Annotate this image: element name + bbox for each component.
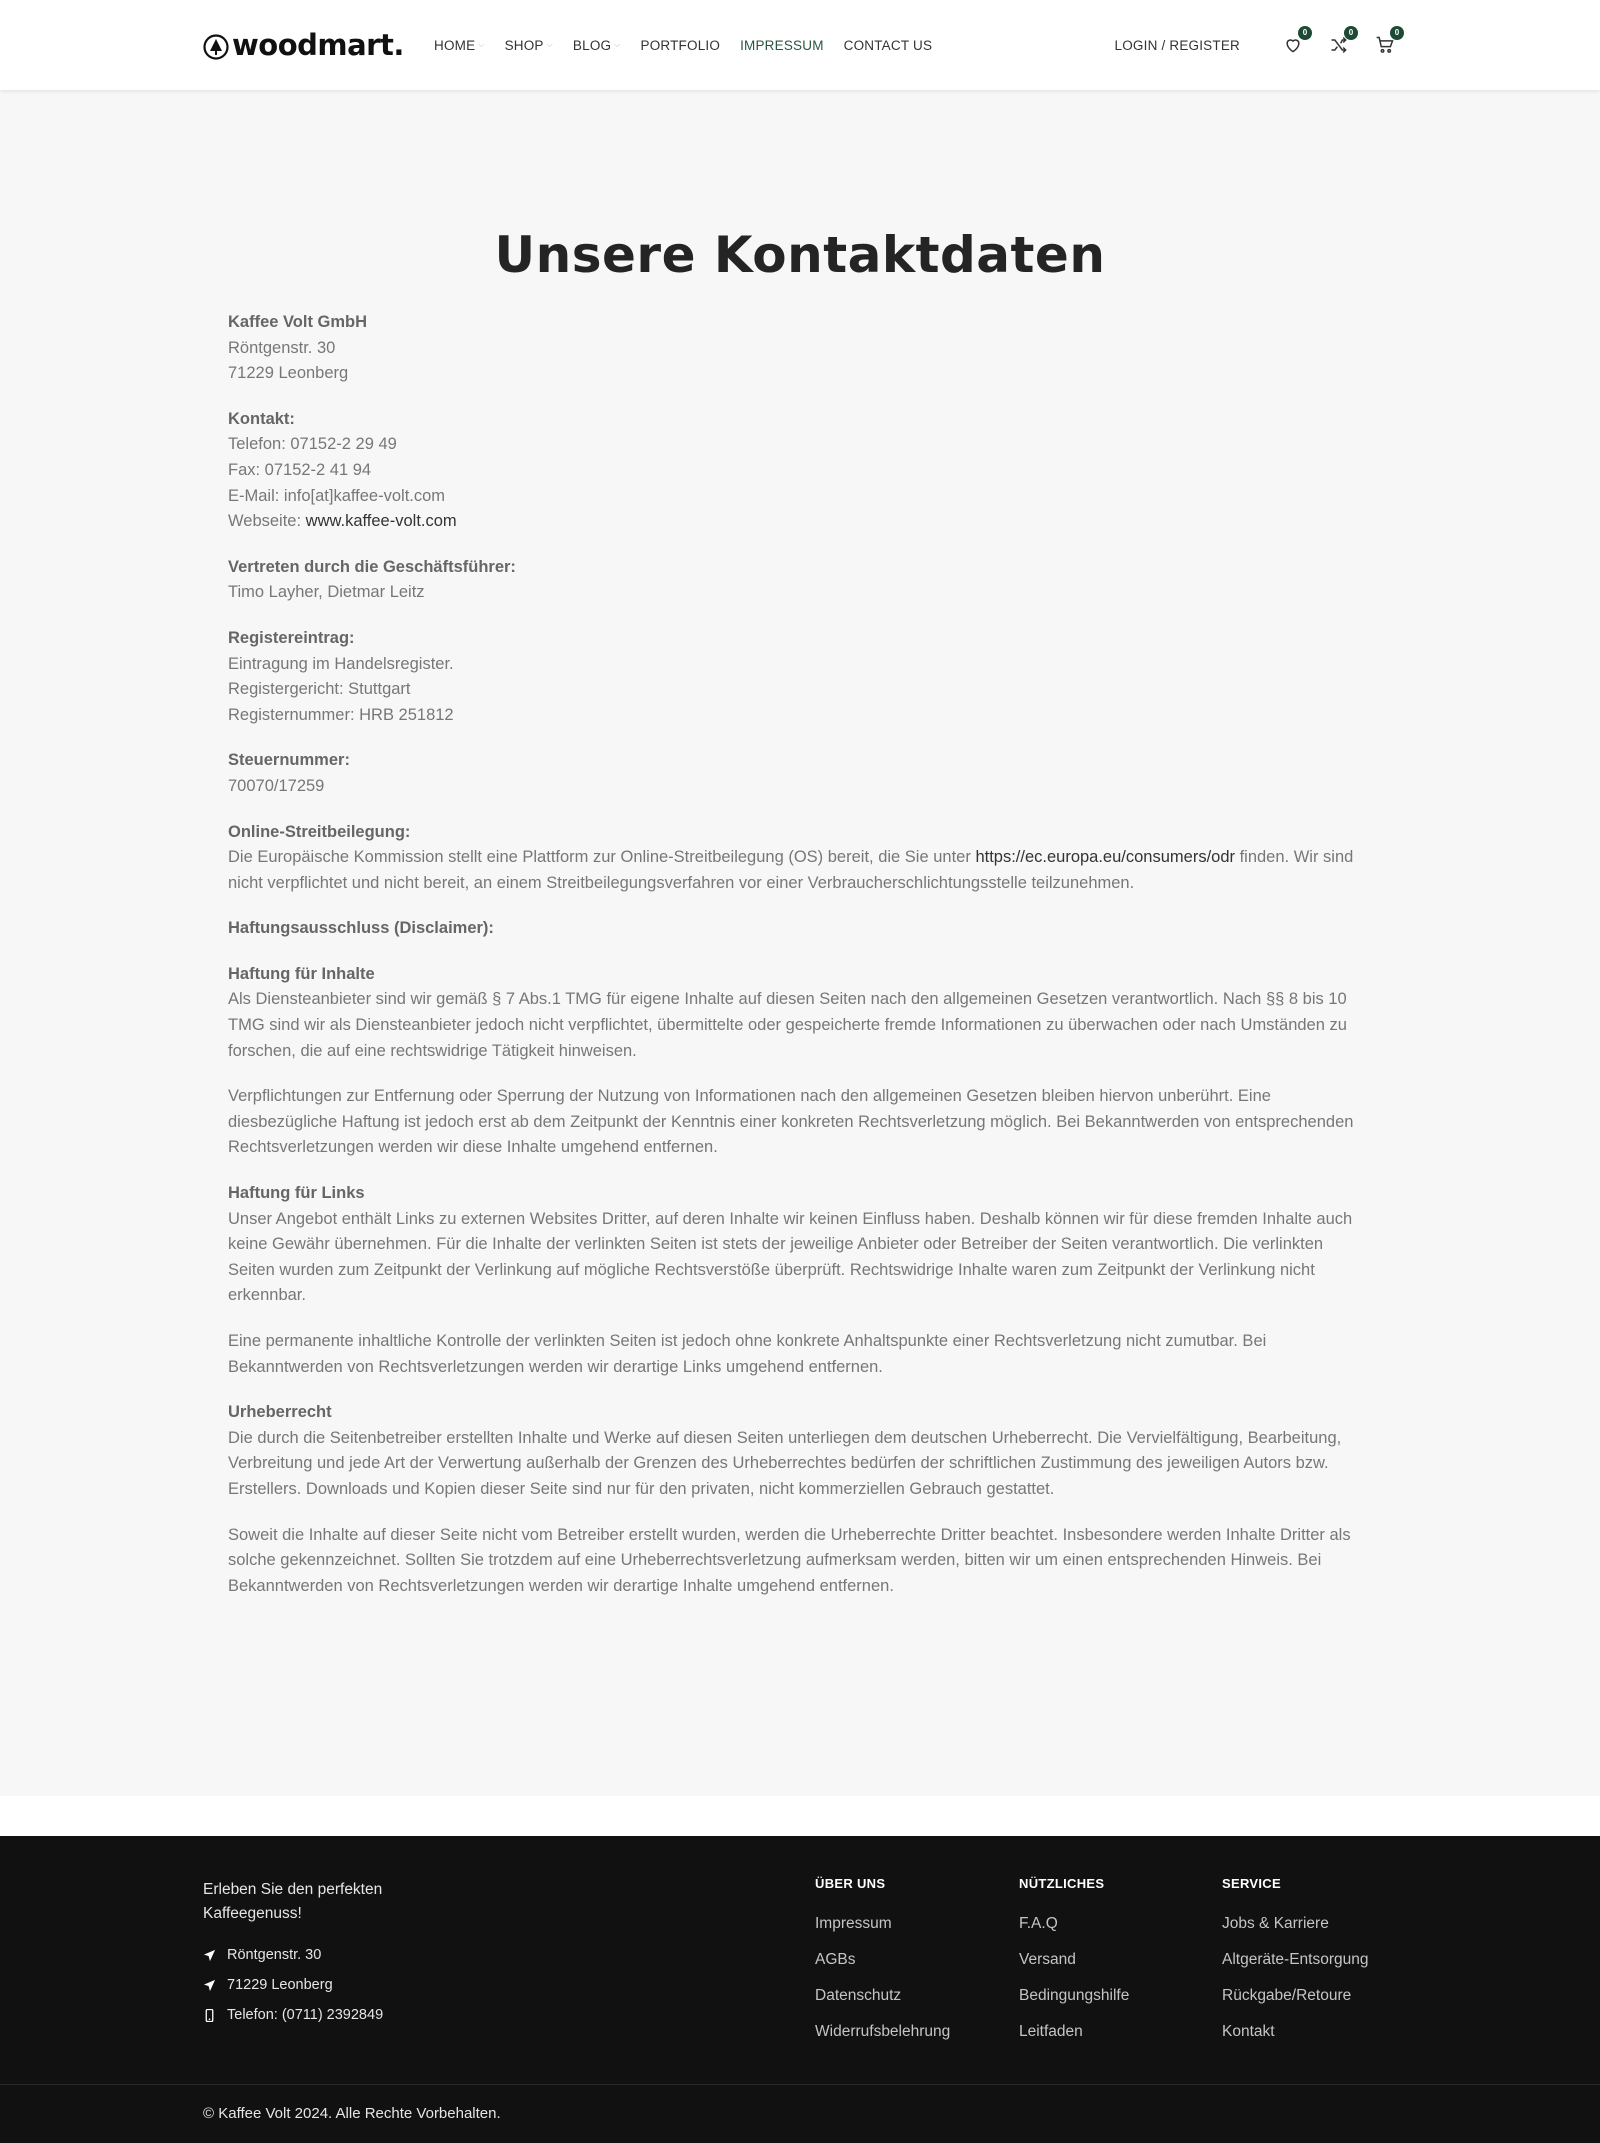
link-liability-text-1: Unser Angebot enthält Links zu externen Websites Dritter, auf deren Inhalte wir keinen Einfluss haben. Deshalb können wir für diese fremden Inhalte auch keine Gewähr übernehmen. Für die Inhalte der verlinkten Seiten ist stets der jeweilige Anbieter oder Betreiber der Seiten verantwortlich. Die verlinkten Seiten wurden zum Zeitpunkt der Verlinkung auf mögliche Rechtsverstöße überprüft. Rechtswidrige Inhalte waren zum Zeitpunkt der Verlinkung nicht erkennbar.	[228, 1209, 1353, 1305]
cart-button[interactable]	[1372, 28, 1400, 58]
imprint-content	[228, 310, 1374, 1619]
footer-column-heading: NÜTZLICHES	[1019, 1876, 1105, 1891]
disclaimer-heading: Haftungsausschluss (Disclaimer):	[228, 919, 494, 938]
footer-link-altgeraete-entsorgung[interactable]: Altgeräte-Entsorgung	[1222, 1951, 1369, 1968]
login-register-link[interactable]: LOGIN / REGISTER	[1114, 37, 1240, 53]
register-heading: Registereintrag:	[228, 628, 355, 647]
odr-heading: Online-Streitbeilegung:	[228, 822, 411, 841]
tree-logo-icon	[203, 34, 229, 60]
copyright-text-1: Die durch die Seitenbetreiber erstellten Inhalte und Werke auf diesen Seiten unterliegen dem deutschen Urheberrecht. Die Vervielfältigung, Bearbeitung, Verbreitung und jede Art der Verwertung außerhalb der Grenzen des Urheberrechtes bedürfen der schriftlichen Zustimmung des jeweiligen Autors bzw. Erstellers. Downloads und Kopien dieser Seite sind nur für den privaten, nicht kommerziellen Gebrauch gestattet.	[228, 1428, 1342, 1498]
register-block	[228, 626, 1374, 728]
copyright-notice: © Kaffee Volt 2024. Alle Rechte Vorbehalten.	[203, 2105, 501, 2122]
footer-link-faq[interactable]: F.A.Q	[1019, 1915, 1058, 1932]
footer-spacer	[0, 1796, 1600, 1836]
website-label: Webseite:	[228, 512, 306, 531]
management-heading: Vertreten durch die Geschäftsführer:	[228, 557, 516, 576]
contact-phone: Telefon: 07152-2 29 49	[228, 435, 397, 454]
nav-item-shop[interactable]: SHOP ⌵	[504, 37, 553, 53]
footer-link-jobs-karriere[interactable]: Jobs & Karriere	[1222, 1915, 1329, 1932]
wishlist-count-badge: 0	[1298, 26, 1312, 40]
link-liability-heading: Haftung für Links	[228, 1184, 365, 1203]
content-liability-block	[228, 962, 1374, 1064]
contact-block	[228, 407, 1374, 535]
chevron-down-icon: ⌵	[546, 40, 553, 49]
site-logo[interactable]	[203, 27, 404, 63]
odr-link[interactable]: https://ec.europa.eu/consumers/odr	[975, 848, 1235, 867]
footer-address-city: 71229 Leonberg	[203, 1970, 383, 2000]
main-nav	[434, 0, 952, 90]
footer-address-street: Röntgenstr. 30	[203, 1940, 383, 1970]
footer-link-widerrufsbelehrung[interactable]: Widerrufsbelehrung	[815, 2023, 951, 2040]
footer-column-heading: SERVICE	[1222, 1876, 1281, 1891]
nav-item-impressum[interactable]: IMPRESSUM	[740, 37, 824, 53]
link-liability-text-2: Eine permanente inhaltliche Kontrolle der verlinkten Seiten ist jedoch ohne konkrete Anhaltspunkte einer Rechtsverletzung nicht zumutbar. Bei Bekanntwerden von Rechtsverletzungen werden wir derartige Links umgehend entfernen.	[228, 1332, 1267, 1376]
content-liability-text-1: Als Diensteanbieter sind wir gemäß § 7 Abs.1 TMG für eigene Inhalte auf diesen Seiten nach den allgemeinen Gesetzen verantwortlich. Nach §§ 8 bis 10 TMG sind wir als Diensteanbieter jedoch nicht verpflichtet, übermittelte oder gespeicherte fremde Informationen zu überwachen oder nach Umständen zu forschen, die auf eine rechtswidrige Tätigkeit hinweisen.	[228, 990, 1347, 1060]
tax-heading: Steuernummer:	[228, 751, 350, 770]
tax-number: 70070/17259	[228, 776, 325, 795]
footer-column-nuetzliches	[1019, 1876, 1129, 2058]
company-block	[228, 310, 1374, 387]
footer-link-datenschutz[interactable]: Datenschutz	[815, 1987, 902, 2004]
location-arrow-icon	[203, 1979, 227, 1992]
footer-bottom-bar	[0, 2084, 1600, 2143]
compare-count-badge: 0	[1344, 26, 1358, 40]
footer-address-phone: Telefon: (0711) 2392849	[203, 2000, 383, 2030]
management-names: Timo Layher, Dietmar Leitz	[228, 583, 425, 602]
nav-item-contact-us[interactable]: CONTACT US	[843, 37, 933, 53]
content-liability-paragraph-2	[228, 1084, 1374, 1161]
footer-column-service	[1222, 1876, 1368, 2058]
copyright-paragraph-2	[228, 1523, 1374, 1600]
nav-item-home[interactable]: HOME ⌵	[434, 37, 485, 53]
tax-block	[228, 748, 1374, 799]
copyright-block	[228, 1400, 1374, 1502]
footer-link-bedingungshilfe[interactable]: Bedingungshilfe	[1019, 1987, 1130, 2004]
site-header	[0, 0, 1600, 90]
management-block	[228, 555, 1374, 606]
footer-link-versand[interactable]: Versand	[1019, 1951, 1076, 1968]
footer-column-heading: ÜBER UNS	[815, 1876, 886, 1891]
footer-link-agbs[interactable]: AGBs	[815, 1951, 856, 1968]
cart-count-badge: 0	[1390, 26, 1404, 40]
contact-email: E-Mail: info[at]kaffee-volt.com	[228, 486, 446, 505]
nav-item-blog[interactable]: BLOG ⌵	[572, 37, 621, 53]
register-line-3: Registernummer: HRB 251812	[228, 705, 454, 724]
odr-block	[228, 820, 1374, 897]
chevron-down-icon: ⌵	[614, 40, 621, 49]
footer-column-ueber-uns	[815, 1876, 950, 2058]
content-liability-text-2: Verpflichtungen zur Entfernung oder Sperrung der Nutzung von Informationen nach den allgemeinen Gesetzen bleiben hiervon unberührt. Eine diesbezügliche Haftung ist jedoch erst ab dem Zeitpunkt der Kenntnis einer konkreten Rechtsverletzung möglich. Bei Bekanntwerden von entsprechenden Rechtsverletzungen werden wir diese Inhalte umgehend entfernen.	[228, 1087, 1354, 1157]
logo-text: woodmart.	[232, 28, 404, 62]
content-liability-heading: Haftung für Inhalte	[228, 964, 375, 983]
location-arrow-icon	[203, 1949, 227, 1962]
disclaimer-block	[228, 916, 1374, 942]
company-street: Röntgenstr. 30	[228, 338, 336, 357]
footer-link-kontakt[interactable]: Kontakt	[1222, 2023, 1275, 2040]
contact-heading: Kontakt:	[228, 409, 295, 428]
register-line-2: Registergericht: Stuttgart	[228, 680, 411, 699]
copyright-heading: Urheberrecht	[228, 1403, 332, 1422]
main-content	[0, 90, 1600, 1796]
compare-button[interactable]	[1326, 28, 1354, 58]
link-liability-paragraph-2	[228, 1329, 1374, 1380]
footer-tagline: Erleben Sie den perfekten Kaffeegenuss!	[203, 1881, 383, 1922]
wishlist-button[interactable]	[1280, 28, 1308, 58]
footer-link-rueckgabe-retoure[interactable]: Rückgabe/Retoure	[1222, 1987, 1352, 2004]
link-liability-block	[228, 1181, 1374, 1309]
contact-fax: Fax: 07152-2 41 94	[228, 460, 372, 479]
chevron-down-icon: ⌵	[478, 40, 485, 49]
page-title: Unsere Kontaktdaten	[494, 226, 1106, 284]
copyright-text-2: Soweit die Inhalte auf dieser Seite nicht vom Betreiber erstellt wurden, werden die Urheberrechte Dritter beachtet. Insbesondere werden Inhalte Dritter als solche gekennzeichnet. Sollten Sie trotzdem auf eine Urheberrechtsverletzung aufmerksam werden, bitten wir um einen entsprechenden Hinweis. Bei Bekanntwerden von Rechtsverletzungen werden wir derartige Inhalte umgehend entfernen.	[228, 1525, 1351, 1595]
footer-link-leitfaden[interactable]: Leitfaden	[1019, 2023, 1083, 2040]
nav-item-portfolio[interactable]: PORTFOLIO	[640, 37, 721, 53]
site-footer	[0, 1836, 1600, 2143]
register-line-1: Eintragung im Handelsregister.	[228, 654, 454, 673]
footer-link-impressum[interactable]: Impressum	[815, 1915, 892, 1932]
company-name: Kaffee Volt GmbH	[228, 313, 368, 331]
footer-address	[203, 1940, 383, 2030]
odr-text-after: finden. Wir sind nicht verpflichtet und nicht bereit, an einem Streitbeilegungsverfahren vor einer Verbraucherschlichtungsstelle teilzunehmen.	[228, 848, 1354, 892]
header-actions	[1115, 0, 1398, 90]
mobile-phone-icon	[203, 2009, 227, 2022]
odr-text-before: Die Europäische Kommission stellt eine Plattform zur Online-Streitbeilegung (OS) bereit, die Sie unter	[228, 848, 976, 867]
company-city: 71229 Leonberg	[228, 364, 349, 383]
website-link[interactable]: www.kaffee-volt.com	[305, 512, 457, 531]
